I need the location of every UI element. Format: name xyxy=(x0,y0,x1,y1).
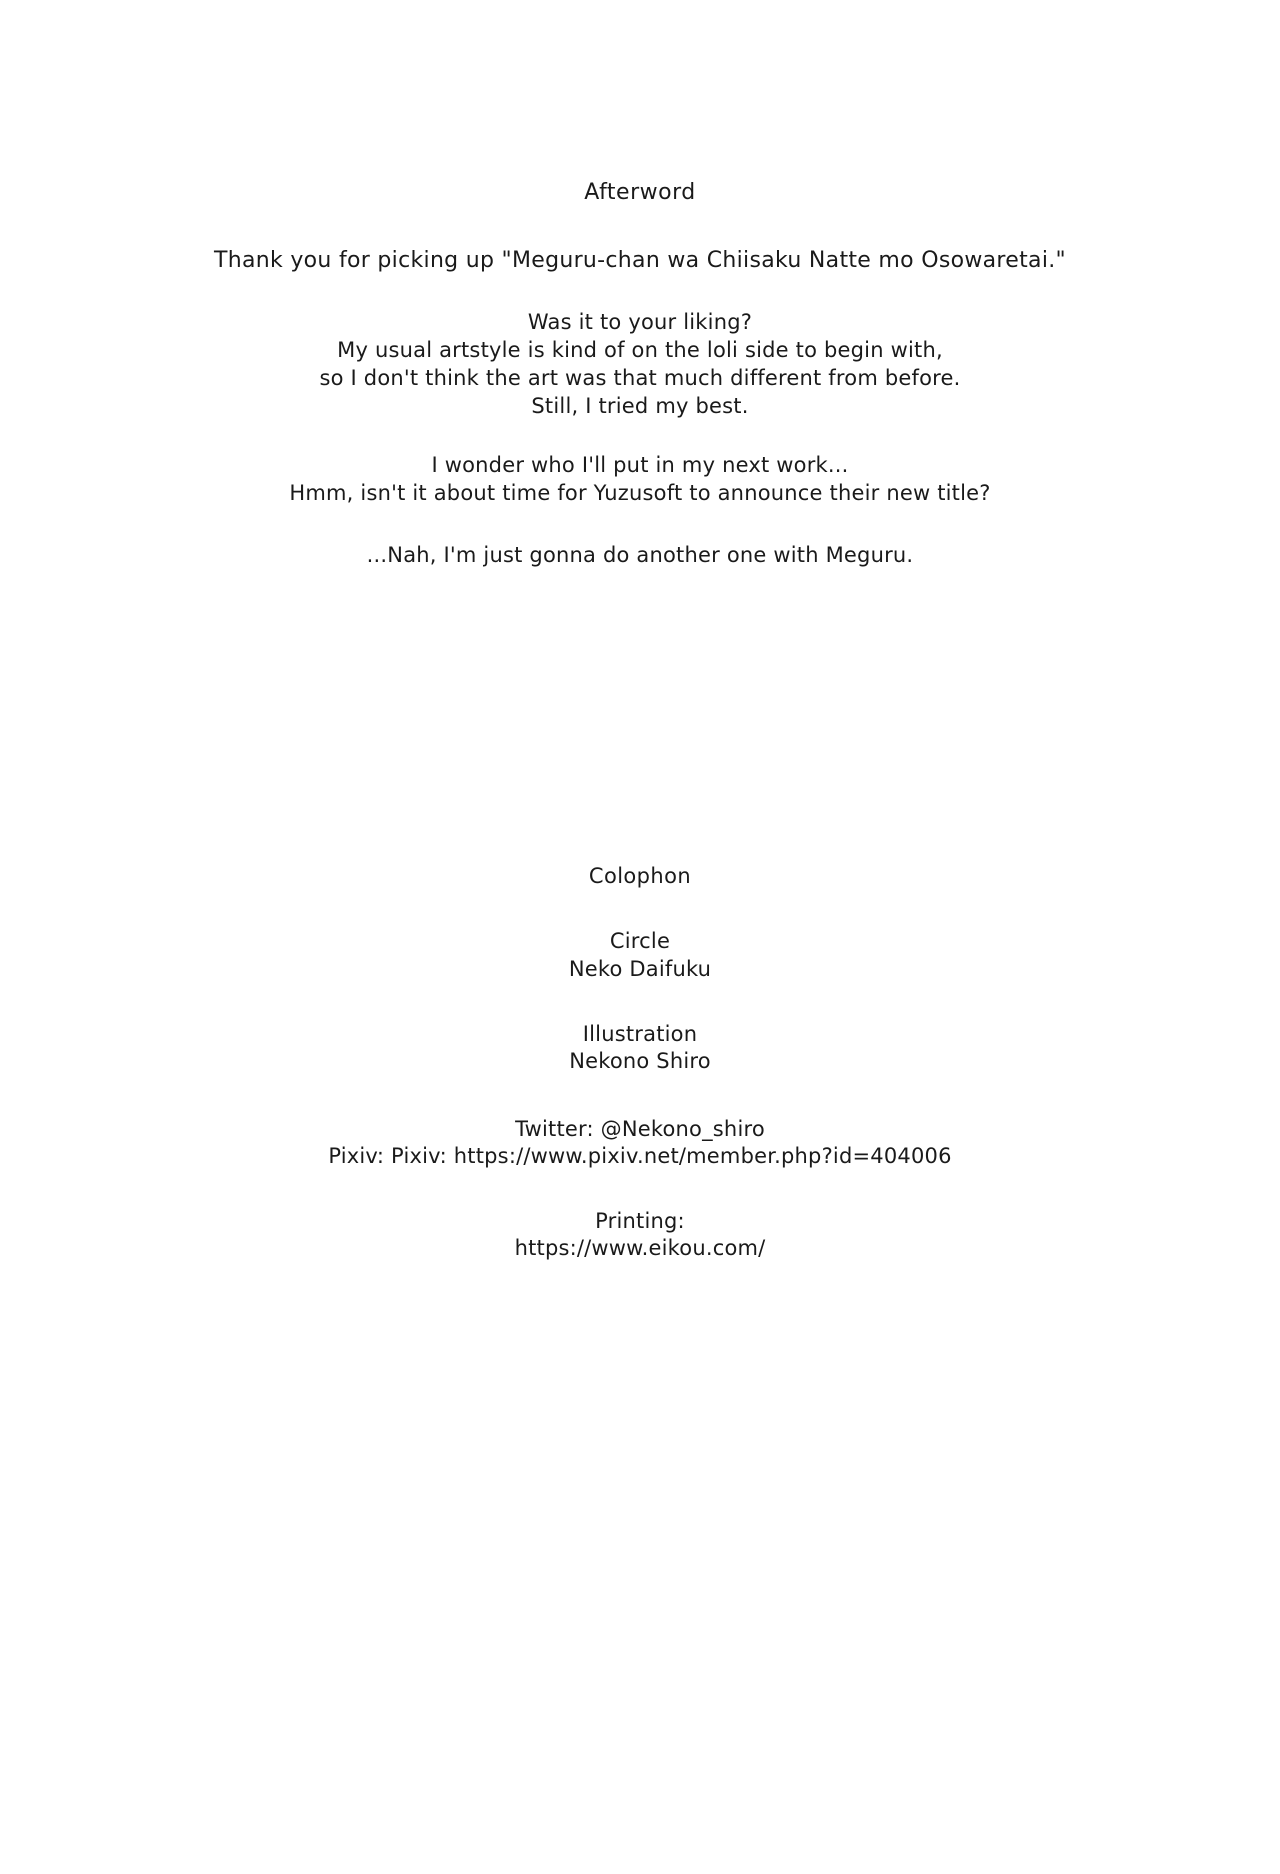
afterword-paragraph-2-line-1: I wonder who I'll put in my next work... xyxy=(431,453,849,478)
colophon-printing-label: Printing: xyxy=(595,1209,685,1234)
colophon-illustration-value: Nekono Shiro xyxy=(569,1049,711,1074)
afterword-heading: Afterword xyxy=(584,180,696,205)
colophon-circle-group xyxy=(0,928,1280,983)
afterword-paragraph-1-line-2: My usual artstyle is kind of on the loli side to begin with, xyxy=(337,338,943,363)
afterword-paragraph-2-line-2: Hmm, isn't it about time for Yuzusoft to announce their new title? xyxy=(289,480,991,505)
colophon-illustration-label: Illustration xyxy=(582,1021,698,1046)
colophon-illustration-group xyxy=(0,1021,1280,1076)
afterword-paragraph-1 xyxy=(0,309,1280,420)
colophon-printing-url: https://www.eikou.com/ xyxy=(514,1236,766,1261)
afterword-thanks-line: Thank you for picking up "Meguru-chan wa Chiisaku Natte mo Osowaretai." xyxy=(214,247,1066,273)
colophon-heading: Colophon xyxy=(588,864,692,888)
afterword-paragraph-1-line-4: Still, I tried my best. xyxy=(531,393,749,418)
afterword-closing-line: ...Nah, I'm just gonna do another one with Meguru. xyxy=(366,542,914,567)
colophon-twitter-handle: Twitter: @Nekono_shiro xyxy=(515,1116,765,1141)
colophon-printing-group xyxy=(0,1208,1280,1263)
colophon-circle-value: Neko Daifuku xyxy=(568,956,712,981)
colophon-section xyxy=(0,862,1280,1263)
colophon-circle-label: Circle xyxy=(609,929,671,954)
afterword-paragraph-2 xyxy=(0,452,1280,507)
colophon-pixiv-link: Pixiv: Pixiv: https://www.pixiv.net/member.php?id=404006 xyxy=(328,1143,952,1168)
afterword-paragraph-1-line-1: Was it to your liking? xyxy=(527,310,753,335)
afterword-section xyxy=(0,178,1280,569)
colophon-links-group xyxy=(0,1116,1280,1171)
afterword-paragraph-1-line-3: so I don't think the art was that much different from before. xyxy=(319,365,961,390)
